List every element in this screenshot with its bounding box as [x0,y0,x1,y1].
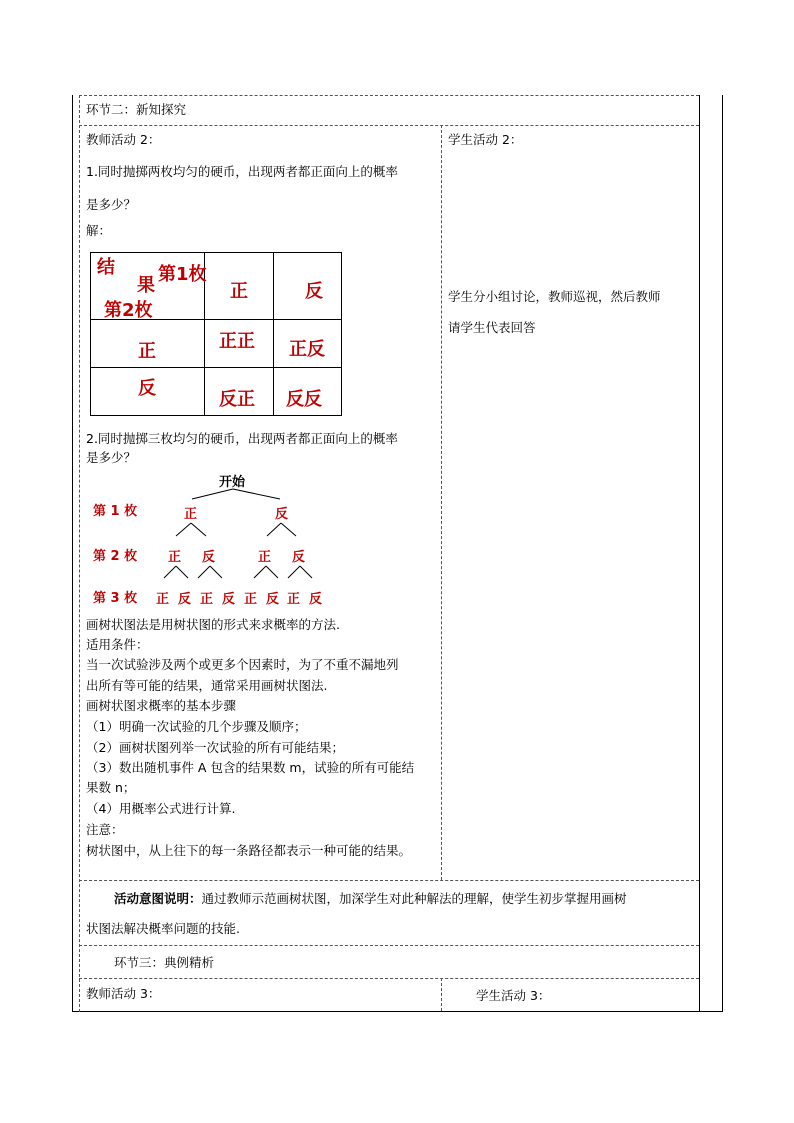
question-2-line: 2.同时抛掷三枚均匀的硬币，出现两者都正面向上的概率 [86,431,398,446]
tree-node: 反 [275,507,289,522]
method-line: 果数 n； [86,780,136,795]
method-line: 树状图中，从上往下的每一条路径都表示一种可能的结果。 [86,843,412,858]
method-line: 注意： [86,822,124,837]
method-line: （3）数出随机事件 A 包含的结果数 m，试验的所有可能结 [86,760,415,775]
method-line: （4）用概率公式进行计算. [86,801,236,816]
tree-leaf: 正 [244,592,258,607]
question-2-line: 是多少？ [86,450,137,465]
tree-node: 正 [184,507,198,522]
question-1-line: 1.同时抛掷两枚均匀的硬币，出现两者都正面向上的概率 [86,164,398,179]
corner-result-2: 果 [137,275,155,296]
tree-leaf: 正 [287,592,301,607]
corner-result-1: 结 [97,257,115,278]
student-activity-3-label: 学生活动 3： [476,988,551,1003]
section3-title: 环节三：典例精析 [114,955,215,970]
table-cell: 反正 [219,389,255,410]
intent-label: 活动意图说明： [114,891,202,906]
intent-line-2: 状图法解决概率问题的技能. [86,921,240,936]
tree-leaf: 正 [200,592,214,607]
student-text-line: 请学生代表回答 [448,320,536,335]
tree-node: 反 [202,550,216,565]
table-cell: 正反 [289,339,325,360]
tree-root: 开始 [219,475,246,490]
method-line: 出所有等可能的结果，通常采用画树状图法. [86,678,328,693]
student-activity-2-label: 学生活动 2： [448,132,523,147]
tree-leaf: 反 [266,592,280,607]
tree-leaf: 反 [178,592,192,607]
teacher-activity-2-label: 教师活动 2： [86,132,161,147]
row-header: 正 [138,341,156,362]
col-header: 反 [305,281,323,302]
method-line: 画树状图求概率的基本步骤 [86,698,237,713]
tree-leaf: 反 [309,592,323,607]
tree-level-label: 第 2 枚 [93,549,138,564]
table-cell: 正正 [219,331,255,352]
solution-label: 解： [86,223,112,238]
tree-leaf: 反 [222,592,236,607]
teacher-activity-3-label: 教师活动 3： [86,986,161,1001]
question-1-line: 是多少？ [86,197,137,212]
corner-first-coin: 第1枚 [158,264,207,285]
tree-node: 正 [258,550,272,565]
method-line: （2）画树状图列举一次试验的所有可能结果； [86,740,344,755]
student-text-line: 学生分小组讨论，教师巡视，然后教师 [448,289,661,304]
table-cell: 反反 [286,389,322,410]
tree-node: 反 [292,550,306,565]
tree-level-label: 第 3 枚 [93,591,138,606]
corner-second-coin: 第2枚 [104,300,153,321]
col-header: 正 [230,281,248,302]
tree-leaf: 正 [156,592,170,607]
method-line: 画树状图法是用树状图的形式来求概率的方法. [86,617,340,632]
section2-title: 环节二：新知探究 [86,102,187,117]
method-line: 当一次试验涉及两个或更多个因素时，为了不重不漏地列 [86,657,399,672]
method-line: 适用条件： [86,637,149,652]
method-line: （1）明确一次试验的几个步骤及顺序； [86,719,307,734]
tree-level-label: 第 1 枚 [93,504,138,519]
intent-text: 通过教师示范画树状图，加深学生对此种解法的理解，使学生初步掌握用画树 [201,891,627,906]
tree-node: 正 [168,550,182,565]
intent-line-1 [114,890,627,908]
row-header: 反 [138,378,156,399]
